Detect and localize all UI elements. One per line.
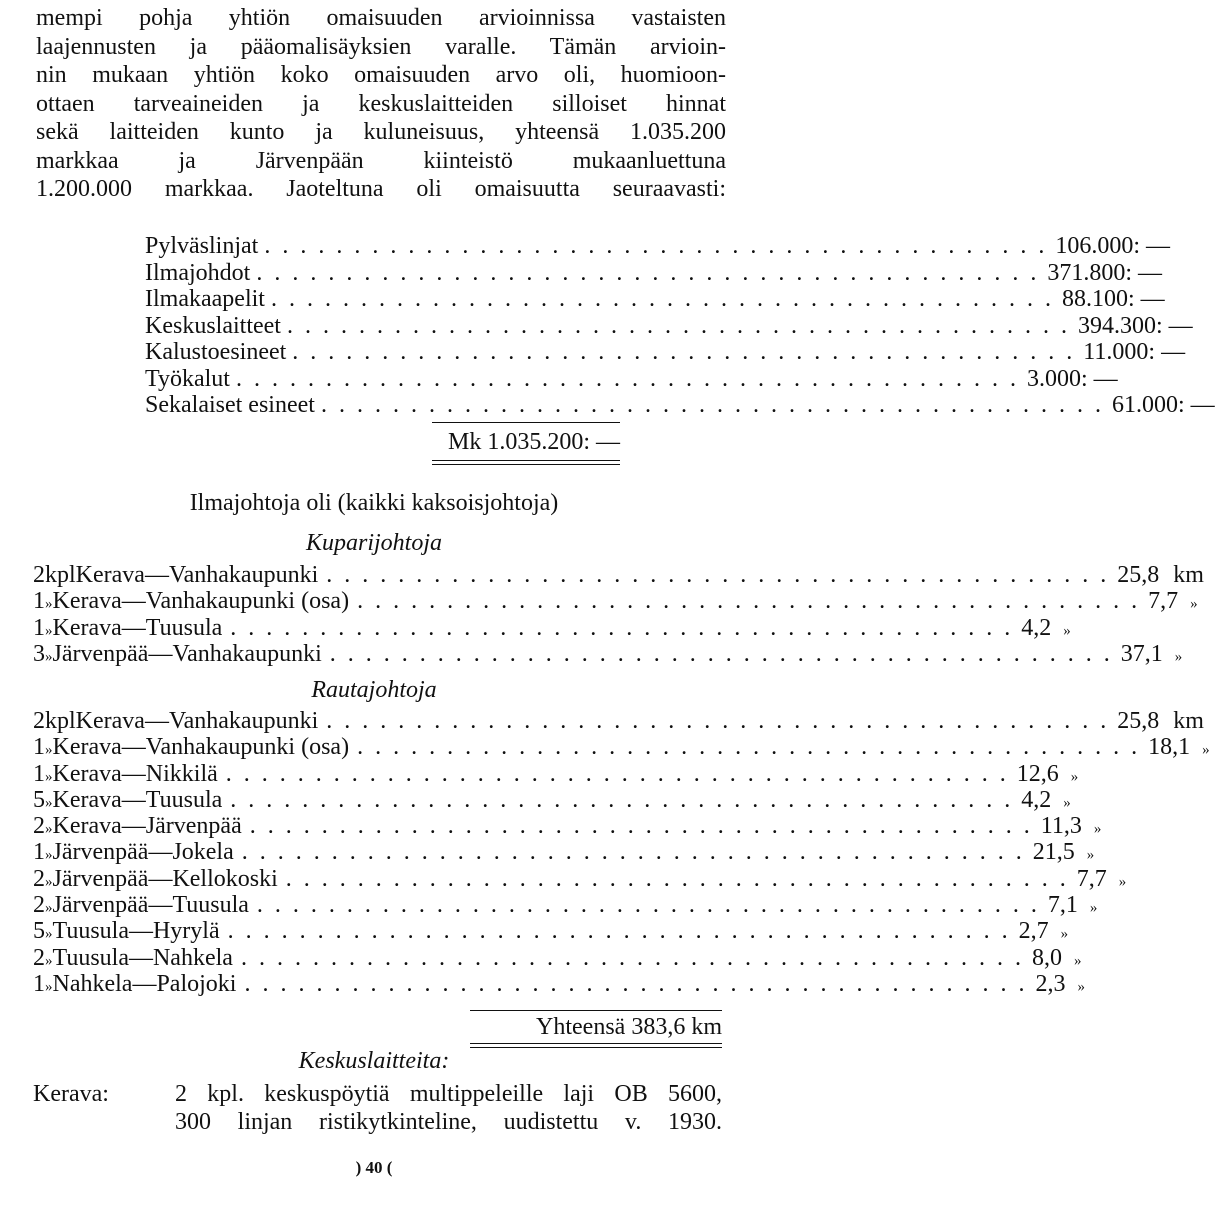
wire-route: Kerava—Vanhakaupunki (osa) [52,734,350,761]
dot-leader: . . . . . . . . . . . . . . . . . . . . . . . . . . . . . . . . . . . . . . . . . . . . [286,312,1070,339]
dot-leader: . . . . . . . . . . . . . . . . . . . . . . . . . . . . . . . . . . . . . . . . . . . . [326,708,1110,734]
wire-count: 2 [33,865,45,892]
wire-length-unit: » [1093,821,1102,838]
dot-leader: . . . . . . . . . . . . . . . . . . . . . . . . . . . . . . . . . . . . . . . . . . . . [256,259,1040,286]
dot-leader: . . . . . . . . . . . . . . . . . . . . . . . . . . . . . . . . . . . . . . . . . . . . [285,865,1069,892]
asset-label: Ilmajohdot [145,259,251,286]
asset-row [145,339,1186,366]
asset-label: Pylväslinjat [145,233,259,259]
wire-length: 21,5 [1032,839,1075,866]
wire-unit: » [45,821,53,838]
wire-route: Kerava—Vanhakaupunki [75,562,319,588]
wire-row [33,944,1082,971]
wire-route: Kerava—Vanhakaupunki (osa) [52,588,350,615]
iron-wire-table [33,708,1210,997]
wire-unit: » [45,926,53,943]
wire-length: 18,1 [1148,734,1191,761]
paragraph-line: nin mukaan yhtiön koko omaisuuden arvo oli, huomioon- [36,62,726,88]
dot-leader: . . . . . . . . . . . . . . . . . . . . . . . . . . . . . . . . . . . . . . . . . . . . [230,614,1014,641]
copper-heading: Kuparijohtoja [305,530,443,556]
wire-unit: » [45,847,53,864]
wire-unit: » [45,648,53,665]
dot-leader: . . . . . . . . . . . . . . . . . . . . . . . . . . . . . . . . . . . . . . . . . . . . [230,786,1014,813]
double-rule-bottom [432,464,620,465]
wire-count: 2 [33,892,45,919]
wire-length: 12,6 [1016,760,1059,787]
asset-suffix: : — [1155,312,1193,339]
asset-value: 3.000 [1026,365,1081,392]
asset-suffix: : — [1133,233,1171,259]
wire-length-unit: » [1118,873,1127,890]
wire-route: Tuusula—Nahkela [52,944,233,971]
wire-count: 1 [33,614,45,641]
wire-row [33,614,1071,641]
wire-unit: » [45,742,53,759]
asset-suffix: : — [1127,286,1165,312]
wire-route: Järvenpää—Jokela [52,839,234,866]
wire-unit: » [45,900,53,917]
wire-route: Kerava—Tuusula [52,614,223,641]
dot-leader: . . . . . . . . . . . . . . . . . . . . . . . . . . . . . . . . . . . . . . . . . . . . [357,734,1141,761]
wire-length-unit: » [1089,900,1098,917]
asset-label: Ilmakaapelit [145,286,265,312]
wire-length: 11,3 [1040,813,1082,840]
wire-route: Kerava—Vanhakaupunki [75,708,319,734]
asset-row [145,392,1215,419]
paragraph-line: 1.200.000 markkaa. Jaoteltuna oli omaisuutta seuraavasti: [36,176,726,202]
wire-unit: » [45,768,53,785]
wire-row [33,734,1210,761]
kerava-line: 300 linjan ristikytkinteline, uudistettu v. 1930. [175,1109,722,1135]
dot-leader: . . . . . . . . . . . . . . . . . . . . . . . . . . . . . . . . . . . . . . . . . . . . [256,892,1040,919]
wire-row [33,760,1079,787]
intro-paragraph [36,4,726,204]
wire-unit: » [45,794,53,811]
wire-route: Kerava—Tuusula [52,786,223,813]
wire-row [33,865,1127,892]
wire-row [33,708,1204,734]
wire-length-unit: » [1063,794,1071,811]
asset-label: Kalustoesineet [145,339,287,365]
asset-row [145,259,1162,287]
asset-table [145,233,1215,419]
wire-row [33,786,1071,813]
asset-label: Työkalut [145,365,230,392]
wire-row [33,813,1102,840]
wires-total: Yhteensä 383,6 km [536,1014,722,1040]
wire-route: Tuusula—Hyrylä [52,918,220,945]
wire-unit: » [45,873,53,890]
central-heading: Keskuslaitteita: [298,1048,450,1074]
paragraph-line: markkaa ja Järvenpään kiinteistö mukaanluettuna [36,147,726,174]
dot-leader: . . . . . . . . . . . . . . . . . . . . . . . . . . . . . . . . . . . . . . . . . . . . [249,813,1033,840]
page-number: ) 40 ( [355,1158,393,1177]
copper-wire-table [33,562,1204,667]
sum-rule [470,1010,722,1011]
asset-value: 11.000 [1083,339,1149,365]
wire-count: 2 [33,944,45,971]
asset-row [145,312,1193,340]
wire-length: 4,2 [1021,786,1052,813]
asset-suffix: : — [1080,365,1118,392]
wire-route: Kerava—Nikkilä [52,760,218,787]
asset-value: 61.000 [1111,392,1178,418]
asset-value: 106.000 [1055,233,1134,259]
asset-value: 88.100 [1061,286,1128,312]
wire-length-unit: » [1190,596,1198,613]
wire-row [33,640,1183,667]
asset-row [145,286,1165,313]
dot-leader: . . . . . . . . . . . . . . . . . . . . . . . . . . . . . . . . . . . . . . . . . . . . [227,918,1011,945]
wire-unit: » [45,978,53,995]
wire-length: 7,7 [1148,588,1179,615]
wire-route: Nahkela—Palojoki [52,970,237,997]
wire-length: 25,8 [1117,708,1160,734]
paragraph-line: sekä laitteiden kunto ja kuluneisuus, yhteensä 1.035.200 [36,119,726,145]
wire-count: 3 [33,640,45,667]
dot-leader: . . . . . . . . . . . . . . . . . . . . . . . . . . . . . . . . . . . . . . . . . . . . [241,839,1025,866]
wire-route: Järvenpää—Kellokoski [52,865,278,892]
wire-count: 5 [33,786,45,813]
wire-route: Järvenpää—Vanhakaupunki [52,640,322,667]
wire-count: 5 [33,918,45,945]
dot-leader: . . . . . . . . . . . . . . . . . . . . . . . . . . . . . . . . . . . . . . . . . . . . [270,286,1054,312]
kerava-description [175,1080,722,1136]
wire-length-unit: » [1086,847,1095,864]
wire-length: 25,8 [1117,562,1160,588]
dot-leader: . . . . . . . . . . . . . . . . . . . . . . . . . . . . . . . . . . . . . . . . . . . . [320,392,1104,418]
wire-length-unit: » [1174,648,1183,665]
wire-row [33,562,1204,588]
wire-count: 1 [33,760,45,787]
dot-leader: . . . . . . . . . . . . . . . . . . . . . . . . . . . . . . . . . . . . . . . . . . . . [235,365,1019,392]
wire-length: 4,2 [1021,614,1052,641]
wire-unit: kpl [45,708,76,734]
wire-row [33,970,1085,997]
wire-count: 2 [33,813,45,840]
wire-row [33,918,1069,945]
wire-length-unit: » [1202,742,1210,759]
wire-length: 7,1 [1047,892,1078,919]
paragraph-line: laajennusten ja pääomalisäyksien varalle. Tämän arvioin- [36,33,726,60]
sum-double-rule-top [470,1043,722,1044]
wires-heading: Ilmajohtoja oli (kaikki kaksoisjohtoja) [189,490,559,516]
wire-length: 8,0 [1031,944,1062,971]
double-rule-top [432,460,620,461]
asset-value: 394.300 [1077,312,1156,339]
wire-unit: » [45,596,53,613]
dot-leader: . . . . . . . . . . . . . . . . . . . . . . . . . . . . . . . . . . . . . . . . . . . . [329,640,1113,667]
wire-length: 2,7 [1018,918,1049,945]
iron-heading: Rautajohtoja [311,677,437,703]
kerava-line: 2 kpl. keskuspöytiä multippeleille laji OB 5600, [175,1081,722,1107]
wire-length-unit: » [1063,622,1071,639]
wire-length-unit: » [1070,768,1079,785]
wire-row [33,892,1098,919]
paragraph-line: ottaen tarveaineiden ja keskuslaitteiden silloiset hinnat [36,90,726,117]
wire-length: 37,1 [1120,640,1163,667]
wire-unit: » [45,622,53,639]
wire-unit: kpl [45,562,76,588]
wire-row [33,839,1095,866]
dot-leader: . . . . . . . . . . . . . . . . . . . . . . . . . . . . . . . . . . . . . . . . . . . . [244,970,1028,997]
wire-length-unit: » [1060,926,1069,943]
wire-count: 1 [33,970,45,997]
wire-count: 1 [33,734,45,761]
dot-leader: . . . . . . . . . . . . . . . . . . . . . . . . . . . . . . . . . . . . . . . . . . . . [264,233,1048,259]
asset-total: Mk 1.035.200: — [447,429,620,455]
asset-row [145,233,1171,260]
dot-leader: . . . . . . . . . . . . . . . . . . . . . . . . . . . . . . . . . . . . . . . . . . . . [292,339,1076,365]
wire-length: 2,3 [1035,970,1066,997]
wire-count: 2 [33,562,45,588]
asset-value: 371.800 [1047,259,1126,286]
wire-count: 1 [33,839,45,866]
wire-route: Järvenpää—Tuusula [52,892,249,919]
dot-leader: . . . . . . . . . . . . . . . . . . . . . . . . . . . . . . . . . . . . . . . . . . . . [225,760,1009,787]
wire-length-unit: km [1173,708,1204,734]
dot-leader: . . . . . . . . . . . . . . . . . . . . . . . . . . . . . . . . . . . . . . . . . . . . [357,588,1141,615]
wire-row [33,588,1198,615]
wire-route: Kerava—Järvenpää [52,813,242,840]
asset-suffix: : — [1177,392,1215,418]
wire-count: 1 [33,588,45,615]
wire-length-unit: » [1073,952,1082,969]
kerava-label: Kerava: [33,1081,109,1107]
dot-leader: . . . . . . . . . . . . . . . . . . . . . . . . . . . . . . . . . . . . . . . . . . . . [240,944,1024,971]
wire-length-unit: km [1173,562,1204,588]
total-rule [432,422,620,423]
asset-label: Sekalaiset esineet [145,392,315,418]
asset-suffix: : — [1148,339,1186,365]
wire-count: 2 [33,708,45,734]
asset-row [145,365,1118,393]
asset-suffix: : — [1125,259,1162,286]
paragraph-line: mempi pohja yhtiön omaisuuden arvioinnissa vastaisten [36,5,726,31]
wire-length-unit: » [1077,978,1085,995]
dot-leader: . . . . . . . . . . . . . . . . . . . . . . . . . . . . . . . . . . . . . . . . . . . . [326,562,1110,588]
wire-length: 7,7 [1076,865,1107,892]
asset-label: Keskuslaitteet [145,312,281,339]
wire-unit: » [45,952,53,969]
